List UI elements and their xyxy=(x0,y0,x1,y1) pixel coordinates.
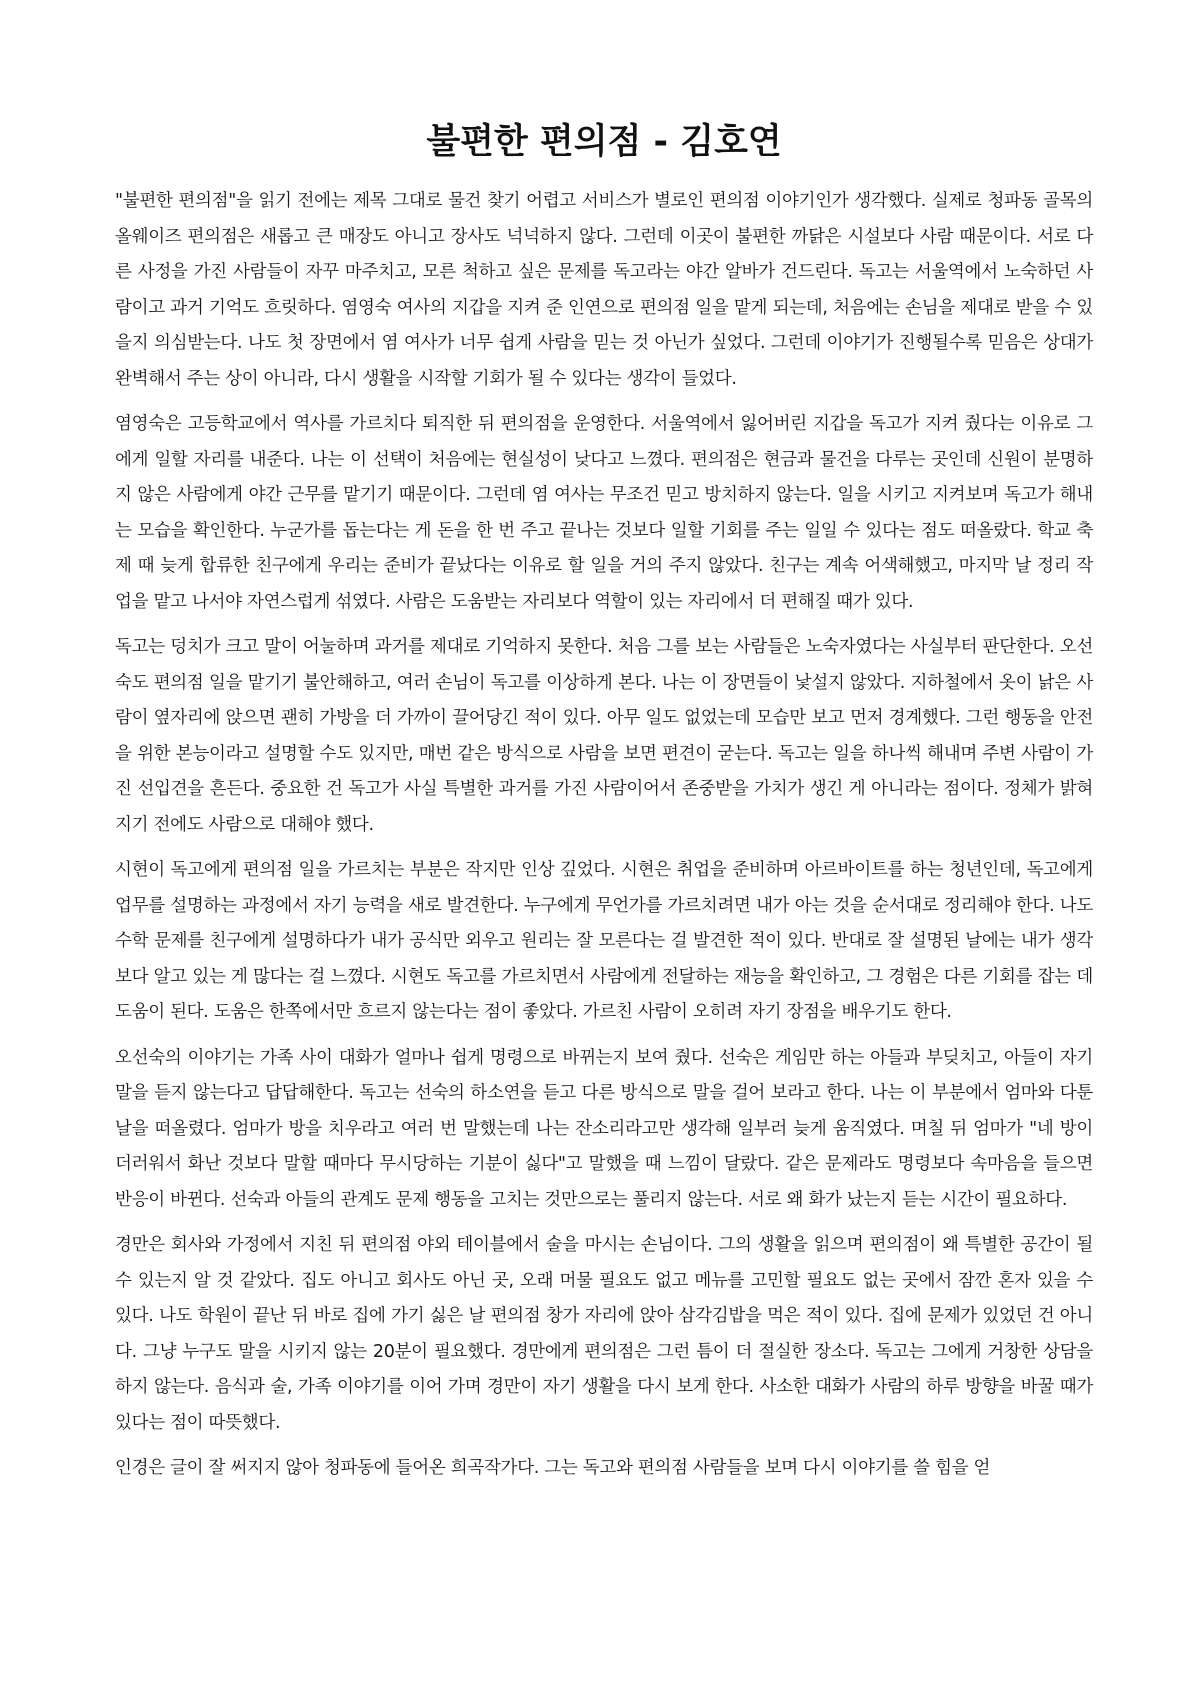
paragraph: "불편한 편의점"을 읽기 전에는 제목 그대로 물건 찾기 어렵고 서비스가 별로인 편의점 이야기인가 생각했다. 실제로 청파동 골목의 올웨이즈 편의점은 새롭고 큰 매장도 아니고 장사도 넉넉하지 않다. 그런데 이곳이 불편한 까닭은 시설보다 사람 때문이다. 서로 다른 사정을 가진 사람들이 자꾸 마주치고, 모른 척하고 싶은 문제를 독고라는 야간 알바가 건드린다. 독고는 서울역에서 노숙하던 사람이고 과거 기억도 흐릿하다. 염영숙 여사의 지갑을 지켜 준 인연으로 편의점 일을 맡게 되는데, 처음에는 손님을 제대로 받을 수 있을지 의심받는다. 나도 첫 장면에서 염 여사가 너무 쉽게 사람을 믿는 것 아닌가 싶었다. 그런데 이야기가 진행될수록 믿음은 상대가 완벽해서 주는 상이 아니라, 다시 생활을 시작할 기회가 될 수 있다는 생각이 들었다. xyxy=(115,191,1093,389)
paragraph: 인경은 글이 잘 써지지 않아 청파동에 들어온 희곡작가다. 그는 독고와 편의점 사람들을 보며 다시 이야기를 쓸 힘을 얻 xyxy=(115,1458,991,1478)
paragraph: 오선숙의 이야기는 가족 사이 대화가 얼마나 쉽게 명령으로 바뀌는지 보여 줬다. 선숙은 게임만 하는 아들과 부딪치고, 아들이 자기 말을 듣지 않는다고 답답해한다. 독고는 선숙의 하소연을 듣고 다른 방식으로 말을 걸어 보라고 한다. 나는 이 부분에서 엄마와 다툰 날을 떠올렸다. 엄마가 방을 치우라고 여러 번 말했는데 나는 잔소리라고만 생각해 일부러 늦게 움직였다. 며칠 뒤 엄마가 "네 방이 더러워서 화난 것보다 말할 때마다 무시당하는 기분이 싫다"고 말했을 때 느낌이 달랐다. 같은 문제라도 명령보다 속마음을 들으면 반응이 바뀐다. 선숙과 아들의 관계도 문제 행동을 고치는 것만으로는 풀리지 않는다. 서로 왜 화가 났는지 듣는 시간이 필요하다. xyxy=(115,1047,1093,1210)
paragraph: 경만은 회사와 가정에서 지친 뒤 편의점 야외 테이블에서 술을 마시는 손님이다. 그의 생활을 읽으며 편의점이 왜 특별한 공간이 될 수 있는지 알 것 같았다. 집도 아니고 회사도 아닌 곳, 오래 머물 필요도 없고 메뉴를 고민할 필요도 없는 곳에서 잠깐 혼자 있을 수 있다. 나도 학원이 끝난 뒤 바로 집에 가기 싫은 날 편의점 창가 자리에 앉아 삼각김밥을 먹은 적이 있다. 집에 문제가 있었던 건 아니다. 그냥 누구도 말을 시키지 않는 20분이 필요했다. 경만에게 편의점은 그런 틈이 더 절실한 장소다. 독고는 그에게 거창한 상담을 하지 않는다. 음식과 술, 가족 이야기를 이어 가며 경만이 자기 생활을 다시 보게 한다. 사소한 대화가 사람의 하루 방향을 바꿀 때가 있다는 점이 따뜻했다. xyxy=(115,1235,1093,1433)
paragraph: 시현이 독고에게 편의점 일을 가르치는 부분은 작지만 인상 깊었다. 시현은 취업을 준비하며 아르바이트를 하는 청년인데, 독고에게 업무를 설명하는 과정에서 자기 능력을 새로 발견한다. 누구에게 무언가를 가르치려면 내가 아는 것을 순서대로 정리해야 한다. 나도 수학 문제를 친구에게 설명하다가 내가 공식만 외우고 원리는 잘 모른다는 걸 발견한 적이 있다. 반대로 잘 설명된 날에는 내가 생각보다 알고 있는 게 많다는 걸 느꼈다. 시현도 독고를 가르치면서 사람에게 전달하는 재능을 확인하고, 그 경험은 다른 기회를 잡는 데 도움이 된다. 도움은 한쪽에서만 흐르지 않는다는 점이 좋았다. 가르친 사람이 오히려 자기 장점을 배우기도 한다. xyxy=(115,860,1093,1022)
document-title: 불편한 편의점 - 김호연 xyxy=(426,122,782,162)
paragraph: 염영숙은 고등학교에서 역사를 가르치다 퇴직한 뒤 편의점을 운영한다. 서울역에서 잃어버린 지갑을 독고가 지켜 줬다는 이유로 그에게 일할 자리를 내준다. 나는 이 선택이 처음에는 현실성이 낮다고 느꼈다. 편의점은 현금과 물건을 다루는 곳인데 신원이 분명하지 않은 사람에게 야간 근무를 맡기기 때문이다. 그런데 염 여사는 무조건 믿고 방치하지 않는다. 일을 시키고 지켜보며 독고가 해내는 모습을 확인한다. 누군가를 돕는다는 게 돈을 한 번 주고 끝나는 것보다 일할 기회를 주는 일일 수 있다는 점도 떠올랐다. 학교 축제 때 늦게 합류한 친구에게 우리는 준비가 끝났다는 이유로 할 일을 거의 주지 않았다. 친구는 계속 어색해했고, 마지막 날 정리 작업을 맡고 나서야 자연스럽게 섞였다. 사람은 도움받는 자리보다 역할이 있는 자리에서 더 편해질 때가 있다. xyxy=(115,414,1093,612)
document-body xyxy=(115,184,1093,1487)
paragraph: 독고는 덩치가 크고 말이 어눌하며 과거를 제대로 기억하지 못한다. 처음 그를 보는 사람들은 노숙자였다는 사실부터 판단한다. 오선숙도 편의점 일을 맡기기 불안해하고, 여러 손님이 독고를 이상하게 본다. 나는 이 장면들이 낯설지 않았다. 지하철에서 옷이 낡은 사람이 옆자리에 앉으면 괜히 가방을 더 가까이 끌어당긴 적이 있다. 아무 일도 없었는데 모습만 보고 먼저 경계했다. 그런 행동을 안전을 위한 본능이라고 설명할 수도 있지만, 매번 같은 방식으로 사람을 보면 편견이 굳는다. 독고는 일을 하나씩 해내며 주변 사람이 가진 선입견을 흔든다. 중요한 건 독고가 사실 특별한 과거를 가진 사람이어서 존중받을 가치가 생긴 게 아니라는 점이다. 정체가 밝혀지기 전에도 사람으로 대해야 했다. xyxy=(115,637,1093,835)
